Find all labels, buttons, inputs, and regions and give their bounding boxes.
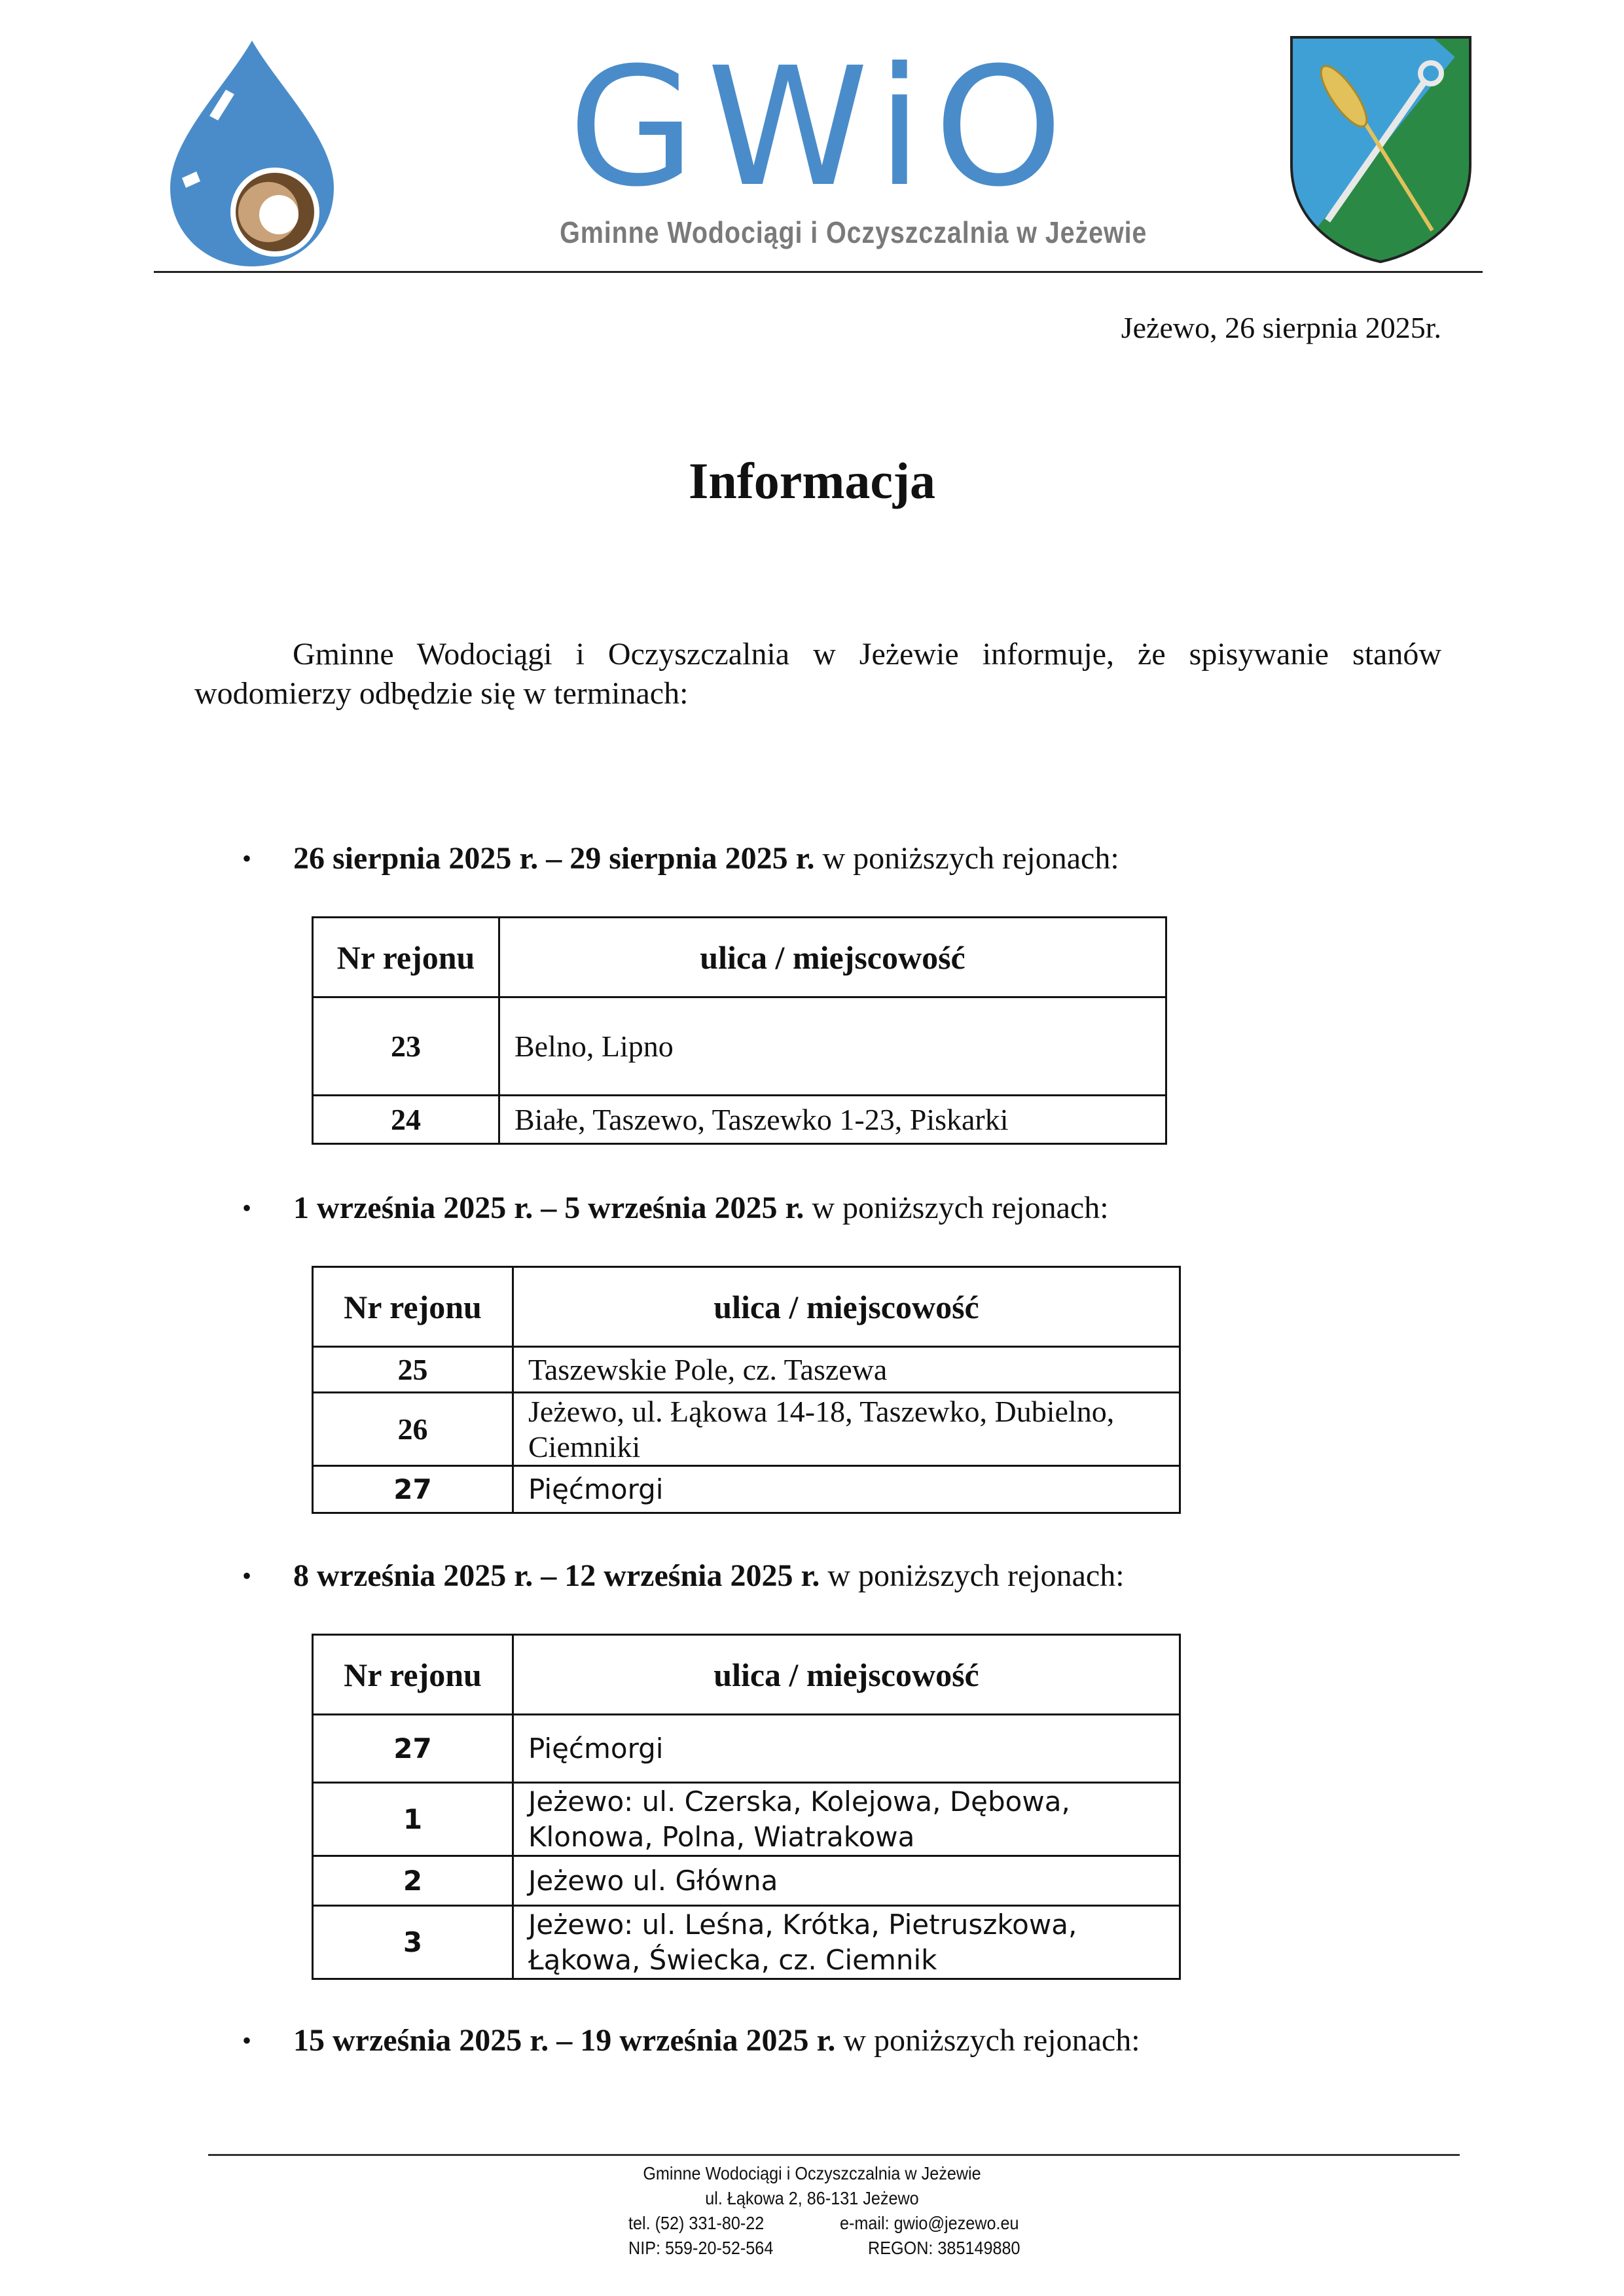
brand-subtitle: Gminne Wodociągi i Oczyszczalnia w Jeżewie bbox=[560, 215, 1147, 249]
region-number: 27 bbox=[313, 1466, 513, 1513]
intro-paragraph: Gminne Wodociągi i Oczyszczalnia w Jeżewie informuje, że spisywanie stanów wodomierzy odbędzie się w terminach: bbox=[194, 637, 1441, 711]
region-location: Taszewskie Pole, cz. Taszewa bbox=[513, 1347, 1180, 1393]
regions-table-2 bbox=[312, 1266, 1181, 1514]
table-row bbox=[313, 1096, 1166, 1144]
region-location: Jeżewo: ul. Leśna, Krótka, Pietruszkowa, Łąkowa, Świecka, cz. Ciemnik bbox=[513, 1906, 1180, 1979]
period-dates: 15 września 2025 r. – 19 września 2025 r. bbox=[293, 2023, 836, 2058]
document-date: Jeżewo, 26 sierpnia 2025r. bbox=[1121, 311, 1441, 344]
period-dates: 8 września 2025 r. – 12 września 2025 r. bbox=[293, 1558, 820, 1593]
region-number: 27 bbox=[313, 1715, 513, 1783]
footer-divider bbox=[208, 2154, 1460, 2156]
header-ulica: ulica / miejscowość bbox=[499, 918, 1166, 997]
period-dates: 26 sierpnia 2025 r. – 29 sierpnia 2025 r. bbox=[293, 841, 815, 876]
table-row bbox=[313, 1466, 1180, 1513]
footer-company-name: Gminne Wodociągi i Oczyszczalnia w Jeżewie bbox=[643, 2163, 981, 2183]
period-suffix: w poniższych rejonach: bbox=[804, 1191, 1109, 1225]
region-location: Pięćmorgi bbox=[513, 1715, 1180, 1783]
table-row bbox=[313, 1393, 1180, 1466]
header-ulica: ulica / miejscowość bbox=[513, 1267, 1180, 1347]
period-suffix: w poniższych rejonach: bbox=[835, 2023, 1140, 2058]
footer-phone: tel. (52) 331-80-22 bbox=[628, 2213, 765, 2233]
water-drop-logo-icon bbox=[164, 41, 340, 266]
municipal-coat-of-arms-icon bbox=[1288, 34, 1473, 263]
footer-nip: NIP: 559-20-52-564 bbox=[628, 2238, 774, 2258]
footer-email: e-mail: gwio@jezewo.eu bbox=[840, 2213, 1019, 2233]
period-suffix: w poniższych rejonach: bbox=[820, 1558, 1125, 1593]
footer-regon: REGON: 385149880 bbox=[868, 2238, 1020, 2258]
table-row bbox=[313, 1856, 1180, 1906]
bullet-icon: • bbox=[242, 1561, 252, 1590]
footer-address: ul. Łąkowa 2, 86-131 Jeżewo bbox=[705, 2188, 919, 2208]
region-number: 26 bbox=[313, 1393, 513, 1466]
region-location: Jeżewo ul. Główna bbox=[513, 1856, 1180, 1906]
table-row bbox=[313, 1347, 1180, 1393]
table-row bbox=[313, 1783, 1180, 1856]
region-number: 23 bbox=[313, 997, 499, 1096]
header-ulica: ulica / miejscowość bbox=[513, 1635, 1180, 1715]
region-location: Pięćmorgi bbox=[513, 1466, 1180, 1513]
header-nr-rejonu: Nr rejonu bbox=[313, 1267, 513, 1347]
region-number: 2 bbox=[313, 1856, 513, 1906]
table-row bbox=[313, 1906, 1180, 1979]
region-number: 24 bbox=[313, 1096, 499, 1144]
table-row bbox=[313, 1715, 1180, 1783]
region-number: 1 bbox=[313, 1783, 513, 1856]
brand-name: GWiO bbox=[568, 32, 1075, 223]
region-location: Białe, Taszewo, Taszewko 1-23, Piskarki bbox=[499, 1096, 1166, 1144]
region-number: 3 bbox=[313, 1906, 513, 1979]
bullet-icon: • bbox=[242, 1193, 252, 1223]
bullet-icon: • bbox=[242, 844, 252, 873]
region-number: 25 bbox=[313, 1347, 513, 1393]
region-location: Belno, Lipno bbox=[499, 997, 1166, 1096]
region-location: Jeżewo, ul. Łąkowa 14-18, Taszewko, Dubielno, Ciemniki bbox=[513, 1393, 1180, 1466]
regions-table-3 bbox=[312, 1634, 1181, 1980]
period-suffix: w poniższych rejonach: bbox=[814, 841, 1119, 876]
brand-block bbox=[517, 32, 1147, 250]
header-nr-rejonu: Nr rejonu bbox=[313, 918, 499, 997]
region-location: Jeżewo: ul. Czerska, Kolejowa, Dębowa, Klonowa, Polna, Wiatrakowa bbox=[513, 1783, 1180, 1856]
header-divider bbox=[154, 271, 1483, 273]
document-title: Informacja bbox=[689, 452, 935, 509]
header-nr-rejonu: Nr rejonu bbox=[313, 1635, 513, 1715]
table-row bbox=[313, 997, 1166, 1096]
bullet-icon: • bbox=[242, 2026, 252, 2055]
regions-table-1 bbox=[312, 916, 1167, 1145]
period-dates: 1 września 2025 r. – 5 września 2025 r. bbox=[293, 1191, 804, 1225]
